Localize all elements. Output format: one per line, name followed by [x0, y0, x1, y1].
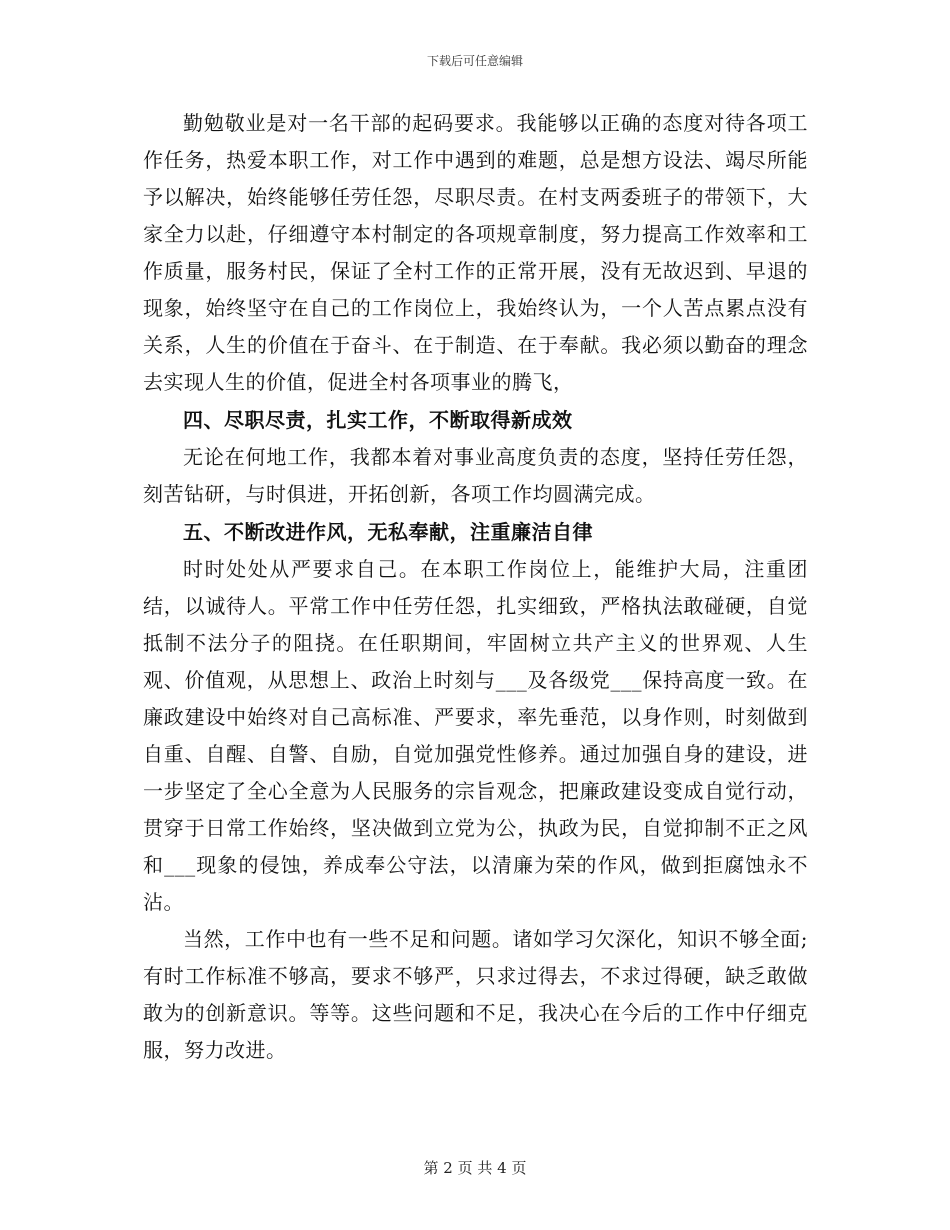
document-body [143, 105, 808, 1069]
paragraph-integrity: 时时处处从严要求自己。在本职工作岗位上，能维护大局，注重团结，以诚待人。平常工作中任劳任怨，扎实细致，严格执法敢碰硬，自觉抵制不法分子的阻挠。在任职期间，牢固树立共产主义的世界观、人生观、价值观，从思想上、政治上时刻与___及各级党___保持高度一致。在廉政建设中始终对自己高标准、严要求，率先垂范，以身作则，时刻做到自重、自醒、自警、自励，自觉加强党性修养。通过加强自身的建设，进一步坚定了全心全意为人民服务的宗旨观念，把廉政建设变成自觉行动，贯穿于日常工作始终，坚决做到立党为公，执政为民，自觉抑制不正之风和___现象的侵蚀，养成奉公守法，以清廉为荣的作风，做到拒腐蚀永不沾。 [143, 557, 808, 914]
page-footer: 第 2 页 共 4 页 [423, 1159, 527, 1177]
section-heading-5: 五、不断改进作风，无私奉献，注重廉洁自律 [183, 520, 593, 544]
paragraph-responsibility: 无论在何地工作，我都本着对事业高度负责的态度，坚持任劳任怨，刻苦钻研，与时俱进，开拓创新，各项工作均圆满完成。 [143, 445, 808, 506]
page-header: 下载后可任意编辑 [426, 54, 523, 68]
section-heading-4: 四、尽职尽责，扎实工作，不断取得新成效 [183, 408, 573, 432]
paragraph-diligence: 勤勉敬业是对一名干部的起码要求。我能够以正确的态度对待各项工作任务，热爱本职工作，对工作中遇到的难题，总是想方设法、竭尽所能予以解决，始终能够任劳任怨，尽职尽责。在村支两委班子的带领下，大家全力以赴，仔细遵守本村制定的各项规章制度，努力提高工作效率和工作质量，服务村民，保证了全村工作的正常开展，没有无故迟到、早退的现象，始终坚守在自己的工作岗位上，我始终认为，一个人苦点累点没有关系，人生的价值在于奋斗、在于制造、在于奉献。我必须以勤奋的理念去实现人生的价值，促进全村各项事业的腾飞， [143, 111, 808, 394]
paragraph-shortcomings: 当然，工作中也有一些不足和问题。诸如学习欠深化，知识不够全面;有时工作标准不够高，要求不够严，只求过得去，不求过得硬，缺乏敢做敢为的创新意识。等等。这些问题和不足，我决心在今后的工作中仔细克服，努力改进。 [143, 927, 808, 1062]
